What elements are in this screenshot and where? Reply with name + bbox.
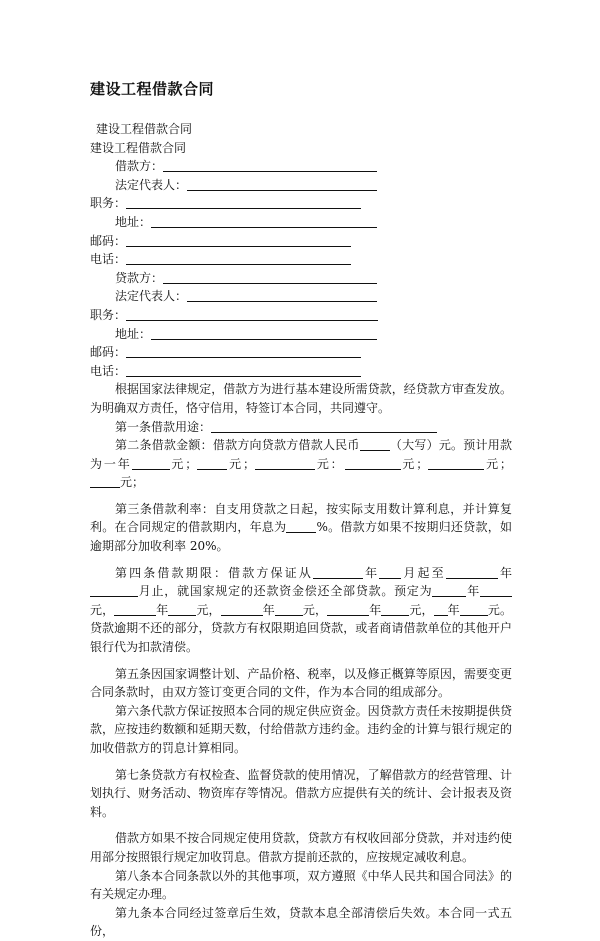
blank [114,603,156,616]
article-text: 元： [314,456,345,471]
blank [313,566,363,579]
article-text: 年 [362,565,380,580]
article-text: 元， [196,602,221,617]
article-text: 年 [262,602,275,617]
field-label: 职务： [90,196,127,211]
contract-body [90,120,512,941]
lender-field [90,269,512,288]
interest-blank [286,520,316,533]
article-text: 第三条借款利率：自支用贷款之日起，按实际支用数计算利息，并计算复利。在合同规定的借款期内，年息为 [90,501,512,535]
article-text: %。借款方如果不按期归还贷款，如逾期部分加收利率 20%。 [90,520,512,554]
blank [132,457,170,470]
article-text: 第一条借款用途： [115,419,212,434]
borrower-postcode-blank [126,234,351,247]
amount-blank [360,438,390,451]
article-text: 年 [497,565,512,580]
article-2 [90,436,512,492]
article-text: 年 [466,584,480,599]
article-text: 元； [400,456,429,471]
blank [327,603,369,616]
lender-phone-blank [126,364,361,377]
blank [255,457,315,470]
field-label: 法定代表人： [115,177,188,192]
blank [434,603,448,616]
blank [197,457,227,470]
blank [460,603,488,616]
article-text: 年 [156,602,169,617]
blank [428,457,484,470]
lender-rep-field [90,287,512,306]
field-label: 借款方： [115,159,164,174]
field-label: 贷款方： [115,270,164,285]
borrower-address-blank [151,215,377,228]
borrower-rep-blank [187,178,377,191]
article-text: 元； [227,456,255,471]
article-text: 年 [447,602,460,617]
article-text: 元。贷款逾期不还的部分，贷款方有权限期追回贷款，或者商请借款单位的其他开户银行代为扣款清偿。 [90,602,512,655]
blank [90,584,138,597]
lender-position-blank [126,308,378,321]
lender-postcode-field [90,343,512,362]
article-text: 第四条借款期限：借款方保证从 [115,565,313,580]
blank [345,457,401,470]
article-text: 元， [409,602,434,617]
field-label: 电话： [90,252,127,267]
blank [381,603,409,616]
lender-address-blank [151,327,377,340]
subtitle-line: 建设工程借款合同 [90,140,187,155]
borrower-field [90,157,512,176]
article-text: 元； [484,456,512,471]
borrower-address-field [90,213,512,232]
subtitle-line: 建设工程借款合同 [96,122,193,136]
borrower-postcode-field [90,232,512,251]
field-label: 地址： [115,214,152,229]
borrower-rep-field [90,176,512,195]
blank [379,566,401,579]
article-1 [90,418,512,437]
field-label: 法定代表人： [115,289,188,304]
blank [275,603,303,616]
article-7-continued: 借款方如果不按合同规定使用贷款，贷款方有权收回部分贷款，并对违约使用部分按照银行规定加收罚息。借款方提前还款的，应按规定减收利息。 [90,831,512,864]
field-label: 邮码： [90,345,127,360]
article-text: 年 [369,602,382,617]
document-title: 建设工程借款合同 [90,80,215,98]
field-label: 职务： [90,307,127,322]
field-label: 邮码： [90,233,127,248]
article-6: 第六条代款方保证按照本合同的规定供应资金。因贷款方责任未按期提供贷款，应按违约数额和延期天数，付给借款方违约金。违约金的计算与银行规定的加收借款方的罚息计算相同。 [90,703,512,755]
article-text: 元； [169,456,198,471]
article-8: 第八条本合同条款以外的其他事项，双方遵照《中华人民共和国合同法》的有关规定办理。 [90,868,512,902]
blank [90,475,120,488]
borrower-phone-blank [126,252,351,265]
lender-position-field [90,306,512,325]
blank [432,584,466,597]
preamble-paragraph: 根据国家法律规定，借款方为进行基本建设所需贷款，经贷款方审查发放。为明确双方责任，恪守信用，特签订本合同，共同遵守。 [90,382,512,415]
field-label: 电话： [90,363,127,378]
borrower-position-blank [126,196,361,209]
field-label: 地址： [115,326,152,341]
article-text: 元， [90,602,115,617]
article-text: 第二条借款金额：借款方向贷款方借款人民币 [115,438,360,453]
article-text: （大写）元。预计用款为一年 [90,438,512,471]
article-text: 月起至 [401,565,446,580]
article-7: 第七条贷款方有权检查、监督贷款的使用情况，了解借款方的经营管理、计划执行、财务活动、物资库存等情况。借款方应提供有关的统计、会计报表及资料。 [90,767,512,819]
article-9: 第九条本合同经过签章后生效，贷款本息全部清偿后失效。本合同一式五份， [90,905,512,939]
borrower-phone-field [90,250,512,269]
lender-rep-blank [187,289,377,302]
purpose-blank [211,420,437,433]
article-5: 第五条因国家调整计划、产品价格、税率，以及修正概算等原因，需要变更合同条款时，由双方签订变更合同的文件，作为本合同的组成部分。 [90,666,512,700]
article-text: 元， [302,602,328,617]
lender-address-field [90,325,512,344]
blank [446,566,498,579]
lender-postcode-blank [126,345,361,358]
borrower-position-field [90,194,512,213]
article-text: 元； [120,475,145,490]
blank [221,603,263,616]
borrower-blank [163,159,377,172]
article-text: 月止，就国家规定的还款资金偿还全部贷款。预定为 [138,584,433,599]
article-3 [90,500,512,556]
lender-blank [163,271,377,284]
blank [168,603,196,616]
lender-phone-field [90,362,512,381]
blank [480,584,512,597]
article-4 [90,564,512,657]
